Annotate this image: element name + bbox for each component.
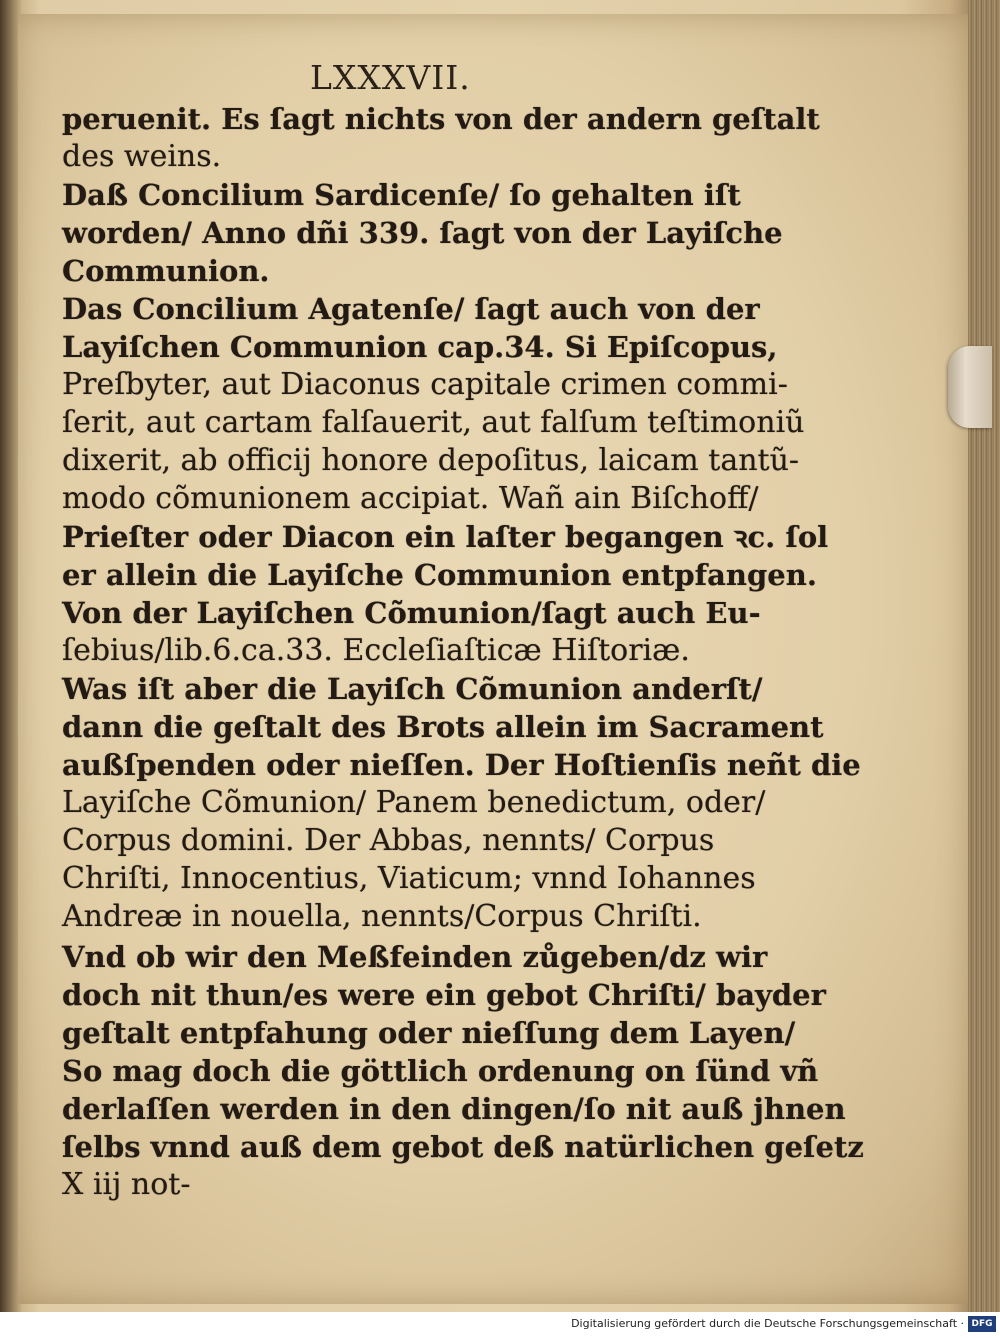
text-line: Was iſt aber die Layiſch Cõmunion anderſt/ bbox=[62, 672, 763, 706]
text-line: modo cõmunionem accipiat. Wañ ain Biſchoff/ bbox=[62, 481, 759, 516]
footer-credit: Digitalisierung gefördert durch die Deutsche Forschungsgemeinschaft · bbox=[571, 1317, 964, 1330]
text-line: geſtalt entpfahung oder nieſſung dem Layen/ bbox=[62, 1016, 796, 1050]
text-line: peruenit. Es ſagt nichts von der andern geſtalt bbox=[62, 102, 820, 136]
page-edges bbox=[968, 0, 1000, 1312]
text-line: ſebius/lib.6.ca.33. Eccleſiaſticæ Hiſtoriæ. bbox=[62, 633, 690, 668]
text-line: Layiſche Cõmunion/ Panem benedictum, oder/ bbox=[62, 785, 766, 820]
text-line: Prieſter oder Diacon ein laſter begangen ꝛc. ſol bbox=[62, 520, 829, 554]
text-line: dixerit, ab officij honore depoſitus, laicam tantũ- bbox=[62, 443, 800, 478]
text-line: Layiſchen Communion cap.34. Si Epiſcopus, bbox=[62, 330, 778, 364]
text-line: doch nit thun/es were ein gebot Chriſti/ bayder bbox=[62, 978, 826, 1012]
text-line: derlaſſen werden in den dingen/ſo nit auß jhnen bbox=[62, 1092, 846, 1126]
text-line: Andreæ in nouella, nennts/Corpus Chriſti. bbox=[62, 899, 702, 934]
text-line: Von der Layiſchen Cõmunion/ſagt auch Eu- bbox=[62, 596, 761, 630]
text-line: Communion. bbox=[62, 254, 270, 288]
text-line: Preſbyter, aut Diaconus capitale crimen commi- bbox=[62, 367, 788, 402]
page-number-header: LXXXVII. bbox=[310, 58, 471, 97]
footer-bar bbox=[0, 1312, 1000, 1338]
text-line: worden/ Anno dñi 339. ſagt von der Layiſche bbox=[62, 216, 783, 250]
text-line: ſerit, aut cartam falſauerit, aut falſum teſtimoniũ bbox=[62, 405, 805, 440]
text-line: er allein die Layiſche Communion entpfangen. bbox=[62, 558, 817, 592]
text-line: dann die geſtalt des Brots allein im Sacrament bbox=[62, 710, 824, 744]
text-line: X iij not- bbox=[62, 1167, 191, 1202]
text-line: ſelbs vnnd auß dem gebot deß natürlichen geſetz bbox=[62, 1130, 864, 1164]
text-line: Vnd ob wir den Meßfeinden zůgeben/dz wir bbox=[62, 940, 768, 974]
text-line: des weins. bbox=[62, 139, 222, 174]
text-line: Corpus domini. Der Abbas, nennts/ Corpus bbox=[62, 823, 715, 858]
text-line: So mag doch die göttlich ordenung on ſünd vñ bbox=[62, 1054, 819, 1088]
clip-tab bbox=[948, 346, 992, 428]
text-line: außſpenden oder nieſſen. Der Hoſtienſis neñt die bbox=[62, 748, 861, 782]
text-line: Daß Concilium Sardicenſe/ ſo gehalten iſt bbox=[62, 178, 741, 212]
text-line: Das Concilium Agatenſe/ ſagt auch von der bbox=[62, 292, 760, 326]
text-line: Chriſti, Innocentius, Viaticum; vnnd Iohannes bbox=[62, 861, 756, 896]
dfg-logo: DFG bbox=[968, 1316, 996, 1332]
